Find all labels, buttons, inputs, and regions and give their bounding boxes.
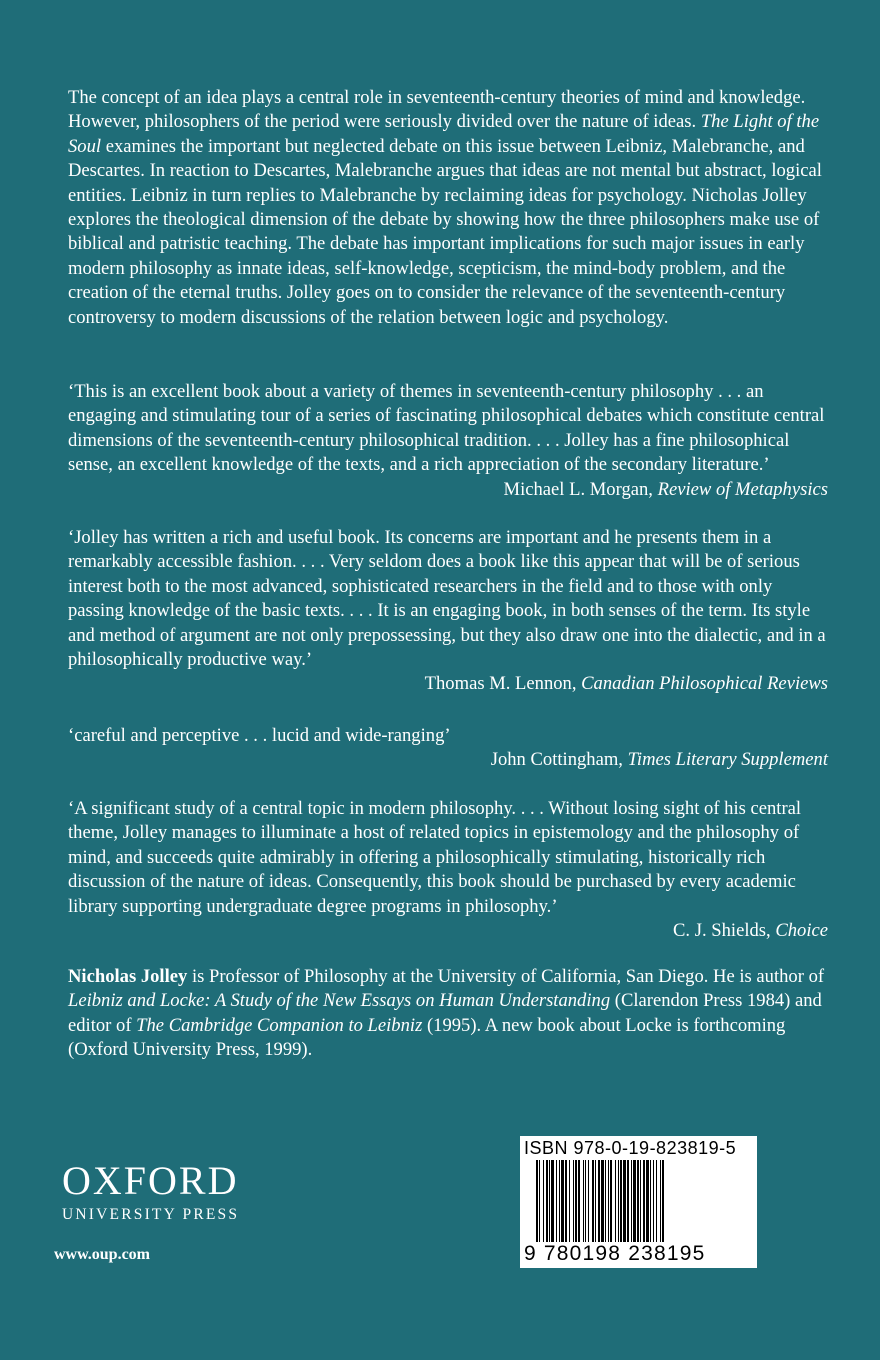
- barcode-digits: 9 780198 238195: [524, 1242, 706, 1265]
- isbn-label: ISBN 978-0-19-823819-5: [524, 1138, 737, 1158]
- review-text: [68, 526, 828, 672]
- author-bio: [68, 965, 828, 1063]
- publisher-name: OXFORD: [62, 1158, 239, 1203]
- review-attribution: [504, 478, 828, 502]
- reviewer-name: C. J. Shields,: [673, 920, 776, 942]
- author-bio-part: (1995). A new book about Locke is forthcoming (Oxford University Press, 1999).: [68, 1014, 786, 1061]
- review-source: Choice: [775, 920, 828, 942]
- blurb-book-title: The Light of the Soul: [68, 111, 820, 157]
- review-quote: ‘Jolley has written a rich and useful book. Its concerns are important and he presents them in a remarkably accessible fashion. . . . Very seldom does a book like this appear that will be of serious interest both to the most advanced, sophisticated researchers in the field and to those with only passing knowledge of the basic texts. . . . It is an engaging book, in both senses of the term. Its style and method of argument are not only prepossessing, but they also draw one into the dialectic, and in a philosophically productive way.’: [68, 527, 826, 671]
- author-bio-part: is Professor of Philosophy at the University of California, San Diego. He is author of: [187, 966, 825, 987]
- review-quote: ‘This is an excellent book about a variety of themes in seventeenth-century philosophy . . . an engaging and stimulating tour of a series of fascinating philosophical debates which constitute central dimensions of the seventeenth-century philosophical tradition. . . . Jolley has a fine philosophical sense, an excellent knowledge of the texts, and a rich appreciation of the secondary literature.’: [68, 381, 825, 476]
- review-attribution: [68, 748, 828, 772]
- blurb-rest: examines the important but neglected debate on this issue between Leibniz, Malebranche, and Descartes. In reaction to Descartes, Malebranche argues that ideas are not mental but abstract, logical entities. Leibniz in turn replies to Malebranche by reclaiming ideas for psychology. Nicholas Jolley explores the theological dimension of the debate by showing how the three philosophers make use of biblical and patristic teaching. The debate has important implications for such major issues in early modern philosophy as innate ideas, self-knowledge, scepticism, the mind-body problem, and the creation of the eternal truths. Jolley goes on to consider the relevance of the seventeenth-century controversy to modern discussions of the relation between logic and psychology.: [68, 135, 822, 328]
- review-text: [68, 797, 828, 919]
- publisher-website[interactable]: www.oup.com: [54, 1246, 151, 1263]
- reviewer-name: John Cottingham,: [490, 749, 628, 771]
- reviewer-name: Thomas M. Lennon,: [424, 673, 582, 695]
- review-source: Times Literary Supplement: [627, 749, 828, 771]
- review-quote-4: [68, 797, 828, 943]
- review-text: [68, 380, 828, 500]
- blurb-paragraph: [68, 86, 828, 330]
- isbn-barcode: [520, 1136, 757, 1268]
- publisher-subtitle: UNIVERSITY PRESS: [62, 1206, 240, 1223]
- review-attribution: [68, 919, 828, 943]
- review-quote-3: [68, 724, 828, 773]
- review-quote: ‘A significant study of a central topic in modern philosophy. . . . Without losing sight of his central theme, Jolley manages to illuminate a host of related topics in epistemology and the philosophy of mind, and succeeds quite admirably in offering a philosophically stimulating, historically rich discussion of the nature of ideas. Consequently, this book should be purchased by every academic library supporting undergraduate degree programs in philosophy.’: [68, 798, 802, 917]
- author-book-title: Leibniz and Locke: A Study of the New Essays on Human Understanding: [68, 990, 611, 1012]
- review-text: [68, 724, 828, 748]
- author-bio-part: (Clarendon Press 1984) and editor of: [68, 990, 822, 1036]
- review-quote-2: [68, 526, 828, 697]
- author-bio-text: [68, 965, 828, 1063]
- review-attribution: [68, 672, 828, 696]
- review-quote: ‘careful and perceptive . . . lucid and wide-ranging’: [68, 725, 451, 746]
- book-blurb: [68, 86, 828, 330]
- review-source: Review of Metaphysics: [657, 478, 828, 500]
- barcode-icon: [520, 1160, 757, 1246]
- review-quote-1: [68, 380, 828, 502]
- author-name: Nicholas Jolley: [68, 966, 188, 987]
- author-book-title: The Cambridge Companion to Leibniz: [136, 1014, 423, 1036]
- blurb-lead: The concept of an idea plays a central role in seventeenth-century theories of mind and knowledge. However, philosophers of the period were seriously divided over the nature of ideas.: [68, 87, 806, 133]
- reviewer-name: Michael L. Morgan,: [503, 478, 658, 500]
- review-source: Canadian Philosophical Reviews: [581, 673, 828, 695]
- publisher-logo: [62, 1160, 282, 1224]
